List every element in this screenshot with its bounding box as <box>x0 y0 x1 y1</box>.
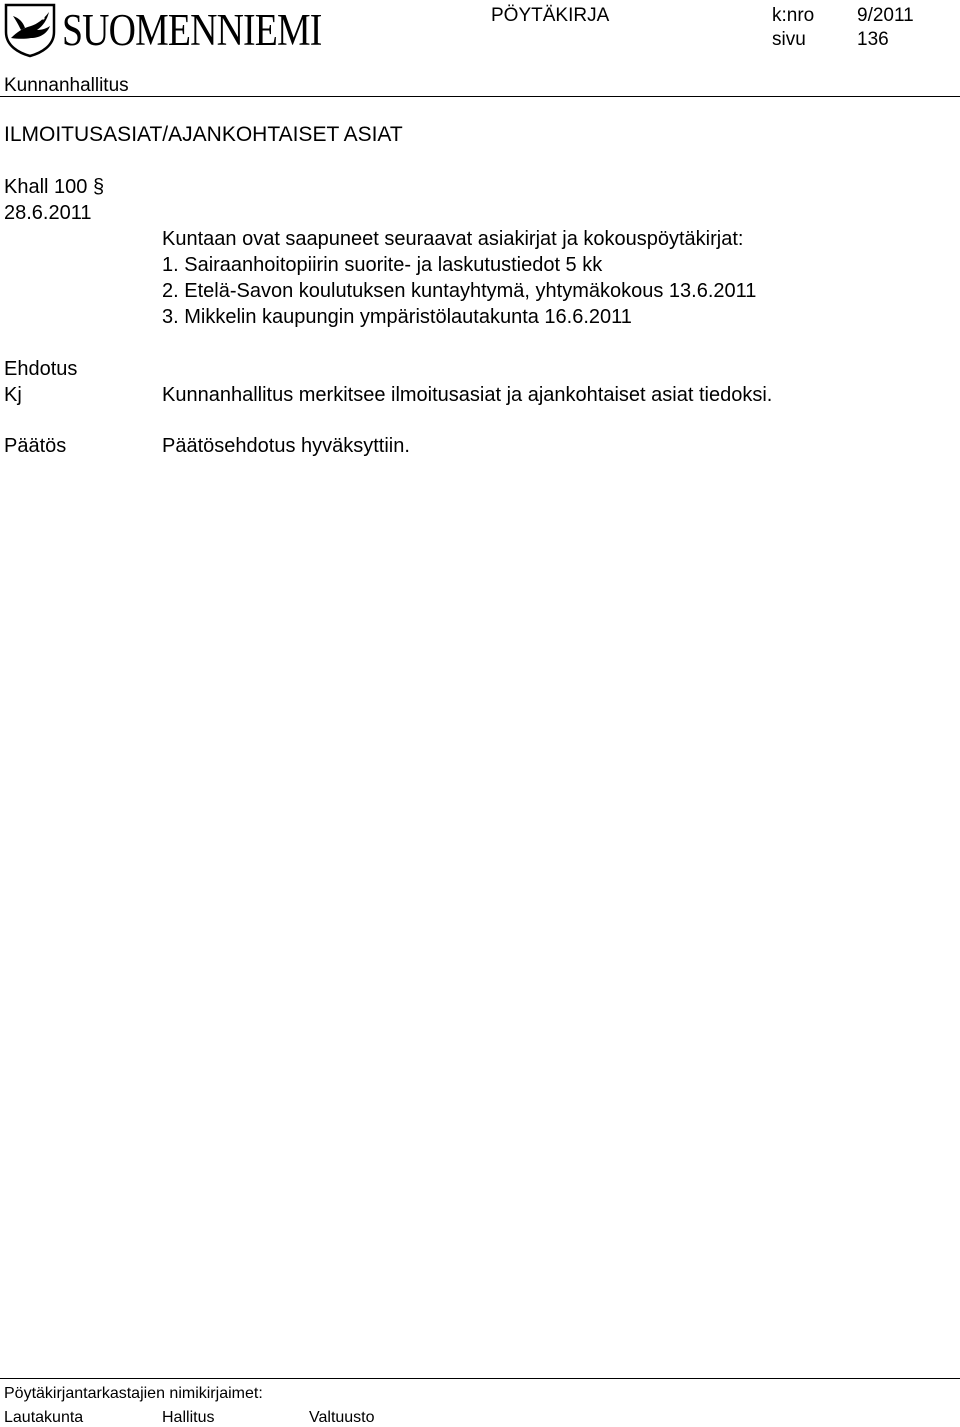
section-date: 28.6.2011 <box>4 202 92 224</box>
list-item: 2. Etelä-Savon koulutuksen kuntayhtymä, yhtymäkokous 13.6.2011 <box>162 280 757 302</box>
footer-divider <box>0 1378 960 1379</box>
organ-name: Kunnanhallitus <box>4 75 129 96</box>
municipality-crest-icon <box>3 2 57 58</box>
page-number-value: 136 <box>857 29 889 50</box>
intro-text: Kuntaan ovat saapuneet seuraavat asiakirjat ja kokouspöytäkirjat: <box>162 228 744 250</box>
list-item: 3. Mikkelin kaupungin ympäristölautakunta 16.6.2011 <box>162 306 632 328</box>
initials-label: Pöytäkirjantarkastajien nimikirjaimet: <box>4 1385 263 1402</box>
list-item: 1. Sairaanhoitopiirin suorite- ja laskutustiedot 5 kk <box>162 254 603 276</box>
header-divider <box>0 96 960 97</box>
footer-column-valtuusto: Valtuusto <box>309 1409 375 1426</box>
section-reference: Khall 100 § <box>4 176 105 198</box>
document-type: PÖYTÄKIRJA <box>491 5 610 26</box>
proposal-text: Kunnanhallitus merkitsee ilmoitusasiat ja ajankohtaiset asiat tiedoksi. <box>162 384 773 406</box>
proposal-label: Ehdotus <box>4 358 78 380</box>
proposal-author: Kj <box>4 384 22 406</box>
decision-text: Päätösehdotus hyväksyttiin. <box>162 435 410 457</box>
meeting-number-label: k:nro <box>772 5 815 26</box>
footer-column-hallitus: Hallitus <box>162 1409 215 1426</box>
page-number-label: sivu <box>772 29 806 50</box>
decision-label: Päätös <box>4 435 67 457</box>
footer-column-lautakunta: Lautakunta <box>4 1409 84 1426</box>
page-title: ILMOITUSASIAT/AJANKOHTAISET ASIAT <box>4 123 403 146</box>
meeting-number-value: 9/2011 <box>857 5 914 26</box>
municipality-logo-text: SUOMENNIEMI <box>62 5 322 55</box>
